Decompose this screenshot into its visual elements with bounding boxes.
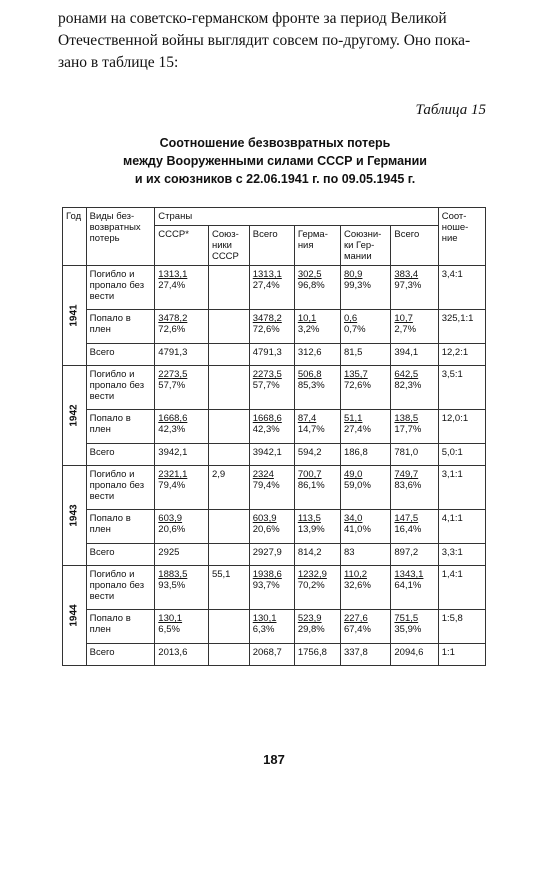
value-cell-total1 xyxy=(249,510,294,544)
row-label: Погибло и пропало без вести xyxy=(86,366,155,410)
value-cell-germany xyxy=(294,344,340,366)
value-main: 1313,1 xyxy=(252,269,282,280)
value-main: 147,5 xyxy=(394,513,419,524)
value-main: 1668,6 xyxy=(158,413,188,424)
table-row xyxy=(63,266,486,310)
year-label: 1941 xyxy=(68,304,80,327)
value-cell-germany xyxy=(294,410,340,444)
value-main: 302,5 xyxy=(297,269,322,280)
value-percent: 32,6% xyxy=(343,580,371,591)
value-main: 2321,1 xyxy=(158,469,188,480)
value-main: 337,8 xyxy=(343,647,368,658)
value-percent: 20,6% xyxy=(252,524,280,535)
table-row xyxy=(63,466,486,510)
value-main: 135,7 xyxy=(343,369,368,380)
value-main: 3942,1 xyxy=(158,447,188,458)
value-main: 2273,5 xyxy=(158,369,188,380)
value-cell-germany xyxy=(294,366,340,410)
ratio-cell: 3,4:1 xyxy=(438,266,485,310)
value-cell-allies xyxy=(208,544,249,566)
title-line: Соотношение безвозвратных потерь xyxy=(159,136,391,150)
value-main: 1343,1 xyxy=(394,569,424,580)
value-main: 2094,6 xyxy=(394,647,424,658)
value-main: 80,9 xyxy=(343,269,363,280)
value-percent: 85,3% xyxy=(297,380,325,391)
value-percent: 16,4% xyxy=(394,524,422,535)
value-main: 3478,2 xyxy=(158,313,188,324)
value-percent: 41,0% xyxy=(343,524,371,535)
value-percent: 3,2% xyxy=(297,324,320,335)
value-cell-total2 xyxy=(391,266,438,310)
value-cell-gallies xyxy=(340,444,390,466)
value-cell-germany xyxy=(294,566,340,610)
value-percent: 35,9% xyxy=(394,624,422,635)
value-main: 186,8 xyxy=(343,447,368,458)
value-percent: 6,5% xyxy=(158,624,180,635)
value-cell-gallies xyxy=(340,644,390,666)
title-line: между Вооруженными силами СССР и Германии xyxy=(123,154,427,168)
header-ratio: Соот-ноше-ние xyxy=(438,208,485,266)
value-main: 814,2 xyxy=(297,547,322,558)
value-percent: 72,6% xyxy=(158,324,186,335)
value-main: 4791,3 xyxy=(158,347,188,358)
value-cell-gallies xyxy=(340,544,390,566)
value-cell-germany xyxy=(294,310,340,344)
value-main: 523,9 xyxy=(297,613,322,624)
value-cell-allies xyxy=(208,366,249,410)
table-row xyxy=(63,344,486,366)
table-row xyxy=(63,444,486,466)
value-cell-gallies xyxy=(340,610,390,644)
ratio-cell: 325,1:1 xyxy=(438,310,485,344)
ratio-cell: 12,0:1 xyxy=(438,410,485,444)
value-cell-allies xyxy=(208,444,249,466)
value-percent: 27,4% xyxy=(252,280,280,291)
value-cell-allies xyxy=(208,466,249,510)
value-cell-germany xyxy=(294,444,340,466)
value-main: 83 xyxy=(343,547,355,558)
value-cell-gallies xyxy=(340,466,390,510)
value-main: 2,9 xyxy=(211,469,226,480)
intro-paragraph xyxy=(58,8,492,74)
header-row xyxy=(63,208,486,226)
value-percent: 79,4% xyxy=(252,480,280,491)
value-cell-germany xyxy=(294,266,340,310)
year-cell xyxy=(63,266,87,366)
value-main: 3478,2 xyxy=(252,313,282,324)
value-cell-ussr xyxy=(155,644,209,666)
value-cell-total1 xyxy=(249,610,294,644)
value-main: 1668,6 xyxy=(252,413,282,424)
row-label: Попало в плен xyxy=(86,510,155,544)
table-row xyxy=(63,544,486,566)
row-label: Погибло и пропало без вести xyxy=(86,566,155,610)
value-cell-total2 xyxy=(391,444,438,466)
value-cell-total1 xyxy=(249,410,294,444)
value-cell-total1 xyxy=(249,310,294,344)
value-percent: 96,8% xyxy=(297,280,325,291)
ratio-cell: 1,4:1 xyxy=(438,566,485,610)
value-main: 3942,1 xyxy=(252,447,282,458)
value-cell-ussr xyxy=(155,310,209,344)
value-percent: 93,7% xyxy=(252,580,280,591)
value-main: 1938,6 xyxy=(252,569,282,580)
value-main: 227,6 xyxy=(343,613,368,624)
value-percent: 42,3% xyxy=(252,424,280,435)
table-row xyxy=(63,366,486,410)
value-percent: 42,3% xyxy=(158,424,186,435)
header-total-1: Всего xyxy=(249,226,294,266)
value-main: 394,1 xyxy=(394,347,419,358)
row-label: Всего xyxy=(86,544,155,566)
value-cell-ussr xyxy=(155,266,209,310)
value-cell-germany xyxy=(294,544,340,566)
intro-line: зано в таблице 15: xyxy=(58,54,179,71)
value-cell-allies xyxy=(208,610,249,644)
value-cell-gallies xyxy=(340,310,390,344)
value-main: 2927,9 xyxy=(252,547,282,558)
value-main: 751,5 xyxy=(394,613,419,624)
value-cell-ussr xyxy=(155,444,209,466)
ratio-cell: 1:1 xyxy=(438,644,485,666)
value-percent: 14,7% xyxy=(297,424,325,435)
table-row xyxy=(63,510,486,544)
value-cell-total1 xyxy=(249,644,294,666)
value-main: 594,2 xyxy=(297,447,322,458)
value-cell-allies xyxy=(208,566,249,610)
value-main: 2925 xyxy=(158,547,180,558)
value-main: 130,1 xyxy=(252,613,277,624)
ratio-cell: 4,1:1 xyxy=(438,510,485,544)
value-cell-germany xyxy=(294,510,340,544)
value-cell-ussr xyxy=(155,544,209,566)
value-percent: 20,6% xyxy=(158,524,186,535)
header-ussr-allies: Союз-ники СССР xyxy=(208,226,249,266)
value-percent: 57,7% xyxy=(252,380,280,391)
value-percent: 64,1% xyxy=(394,580,422,591)
value-cell-allies xyxy=(208,266,249,310)
value-cell-total2 xyxy=(391,310,438,344)
header-countries: Страны xyxy=(155,208,438,226)
value-cell-total2 xyxy=(391,610,438,644)
value-cell-ussr xyxy=(155,566,209,610)
row-label: Всего xyxy=(86,444,155,466)
value-percent: 67,4% xyxy=(343,624,371,635)
value-main: 642,5 xyxy=(394,369,419,380)
value-percent: 79,4% xyxy=(158,480,186,491)
value-percent: 0,7% xyxy=(343,324,366,335)
value-cell-allies xyxy=(208,344,249,366)
value-percent: 57,7% xyxy=(158,380,186,391)
value-percent: 97,3% xyxy=(394,280,422,291)
table-row xyxy=(63,644,486,666)
intro-line: ронами на советско-германском фронте за период Великой xyxy=(58,10,447,27)
value-cell-total2 xyxy=(391,366,438,410)
year-label: 1944 xyxy=(68,604,80,627)
year-label: 1942 xyxy=(68,404,80,427)
ratio-cell: 1:5,8 xyxy=(438,610,485,644)
value-cell-total2 xyxy=(391,510,438,544)
table-row xyxy=(63,310,486,344)
value-main: 0,6 xyxy=(343,313,358,324)
value-main: 1756,8 xyxy=(297,647,327,658)
value-cell-ussr xyxy=(155,510,209,544)
value-cell-germany xyxy=(294,610,340,644)
value-main: 34,0 xyxy=(343,513,363,524)
year-cell xyxy=(63,566,87,666)
value-cell-allies xyxy=(208,410,249,444)
value-percent: 2,7% xyxy=(394,324,417,335)
value-main: 312,6 xyxy=(297,347,322,358)
value-cell-gallies xyxy=(340,566,390,610)
value-percent: 59,0% xyxy=(343,480,371,491)
value-percent: 99,3% xyxy=(343,280,371,291)
value-main: 700,7 xyxy=(297,469,322,480)
year-label: 1943 xyxy=(68,504,80,527)
intro-line: Отечественной войны выглядит совсем по-другому. Оно пока- xyxy=(58,32,471,49)
value-cell-total1 xyxy=(249,266,294,310)
value-cell-total1 xyxy=(249,344,294,366)
ratio-cell: 3,3:1 xyxy=(438,544,485,566)
value-cell-total2 xyxy=(391,466,438,510)
value-cell-total2 xyxy=(391,644,438,666)
value-main: 603,9 xyxy=(252,513,277,524)
table-caption: Таблица 15 xyxy=(415,102,486,118)
table-row xyxy=(63,410,486,444)
value-cell-gallies xyxy=(340,266,390,310)
value-main: 603,9 xyxy=(158,513,183,524)
value-main: 2324 xyxy=(252,469,274,480)
ratio-cell: 3,1:1 xyxy=(438,466,485,510)
value-main: 2013,6 xyxy=(158,647,188,658)
value-main: 781,0 xyxy=(394,447,419,458)
value-main: 130,1 xyxy=(158,613,183,624)
value-main: 2068,7 xyxy=(252,647,282,658)
value-cell-total1 xyxy=(249,566,294,610)
value-main: 897,2 xyxy=(394,547,419,558)
value-cell-total1 xyxy=(249,544,294,566)
ratio-cell: 3,5:1 xyxy=(438,366,485,410)
value-cell-total1 xyxy=(249,366,294,410)
value-main: 1232,9 xyxy=(297,569,327,580)
row-label: Попало в плен xyxy=(86,310,155,344)
header-germany-allies: Союзни-ки Гер-мании xyxy=(340,226,390,266)
value-main: 87,4 xyxy=(297,413,317,424)
value-main: 138,5 xyxy=(394,413,419,424)
losses-table xyxy=(62,207,486,666)
year-cell xyxy=(63,466,87,566)
value-main: 749,7 xyxy=(394,469,419,480)
value-cell-ussr xyxy=(155,466,209,510)
table-row xyxy=(63,566,486,610)
header-year: Год xyxy=(63,208,87,266)
header-kind: Виды без-возвратных потерь xyxy=(86,208,155,266)
value-percent: 70,2% xyxy=(297,580,325,591)
value-main: 49,0 xyxy=(343,469,363,480)
header-germany: Герма-ния xyxy=(294,226,340,266)
row-label: Всего xyxy=(86,644,155,666)
value-cell-gallies xyxy=(340,366,390,410)
value-main: 383,4 xyxy=(394,269,419,280)
value-percent: 86,1% xyxy=(297,480,325,491)
value-main: 51,1 xyxy=(343,413,363,424)
value-percent: 6,3% xyxy=(252,624,275,635)
header-total-2: Всего xyxy=(391,226,438,266)
value-cell-ussr xyxy=(155,366,209,410)
value-cell-gallies xyxy=(340,344,390,366)
value-cell-total2 xyxy=(391,344,438,366)
page-number: 187 xyxy=(263,752,285,767)
row-label: Погибло и пропало без вести xyxy=(86,466,155,510)
value-percent: 29,8% xyxy=(297,624,325,635)
value-main: 113,5 xyxy=(297,513,321,524)
value-main: 81,5 xyxy=(343,347,363,358)
value-cell-total2 xyxy=(391,410,438,444)
year-cell xyxy=(63,366,87,466)
ratio-cell: 12,2:1 xyxy=(438,344,485,366)
value-cell-allies xyxy=(208,644,249,666)
value-cell-allies xyxy=(208,510,249,544)
value-percent: 27,4% xyxy=(158,280,186,291)
value-percent: 72,6% xyxy=(343,380,371,391)
value-main: 506,8 xyxy=(297,369,322,380)
value-percent: 72,6% xyxy=(252,324,280,335)
value-main: 2273,5 xyxy=(252,369,282,380)
value-percent: 82,3% xyxy=(394,380,422,391)
value-percent: 17,7% xyxy=(394,424,422,435)
value-percent: 93,5% xyxy=(158,580,186,591)
value-main: 10,1 xyxy=(297,313,317,324)
value-cell-total2 xyxy=(391,544,438,566)
table-row xyxy=(63,610,486,644)
value-cell-gallies xyxy=(340,410,390,444)
value-cell-gallies xyxy=(340,510,390,544)
value-main: 4791,3 xyxy=(252,347,282,358)
value-cell-germany xyxy=(294,644,340,666)
value-main: 1883,5 xyxy=(158,569,188,580)
value-cell-total2 xyxy=(391,566,438,610)
value-cell-allies xyxy=(208,310,249,344)
value-percent: 27,4% xyxy=(343,424,371,435)
value-cell-ussr xyxy=(155,344,209,366)
row-label: Попало в плен xyxy=(86,610,155,644)
value-percent: 83,6% xyxy=(394,480,422,491)
table-title xyxy=(60,134,490,188)
value-cell-ussr xyxy=(155,410,209,444)
header-ussr: СССР* xyxy=(155,226,209,266)
row-label: Всего xyxy=(86,344,155,366)
value-cell-total1 xyxy=(249,466,294,510)
value-main: 110,2 xyxy=(343,569,368,580)
value-main: 1313,1 xyxy=(158,269,188,280)
row-label: Погибло и пропало без вести xyxy=(86,266,155,310)
value-cell-ussr xyxy=(155,610,209,644)
value-main: 55,1 xyxy=(211,569,231,580)
value-cell-total1 xyxy=(249,444,294,466)
value-percent: 13,9% xyxy=(297,524,325,535)
value-cell-germany xyxy=(294,466,340,510)
ratio-cell: 5,0:1 xyxy=(438,444,485,466)
row-label: Попало в плен xyxy=(86,410,155,444)
value-main: 10,7 xyxy=(394,313,413,324)
title-line: и их союзников с 22.06.1941 г. по 09.05.1945 г. xyxy=(134,172,416,186)
